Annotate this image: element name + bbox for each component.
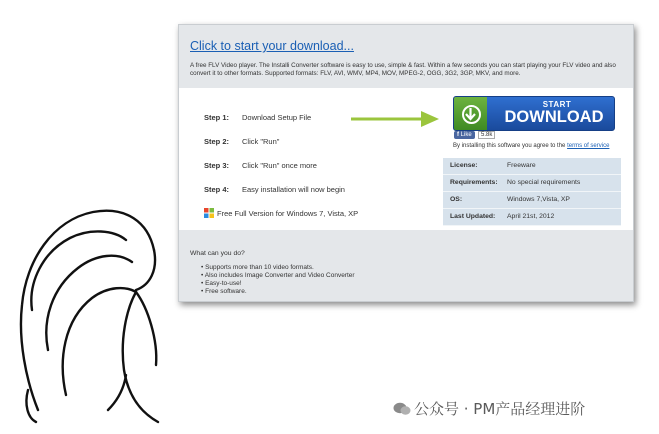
info-key: License:: [450, 162, 478, 169]
software-description: A free FLV Video player. The Installi Converter software is easy to use, simple & fast. Within a few seconds you can start playing your FLV video and also convert it to other formats. Supported formats: FLV, AVI, WMV, MP4, MOV, MPEG-2, OGG, 3G2, 3GP, MKV, and more.: [190, 62, 616, 77]
arrow-right-icon: [349, 109, 441, 129]
step-number: Step 3:: [204, 161, 230, 170]
info-value: No special requirements: [507, 179, 581, 186]
step-number: Step 1:: [204, 113, 230, 122]
feature-text: Supports more than 10 video formats.: [205, 264, 314, 271]
step-3: [204, 161, 317, 170]
like-count: 5.8k: [478, 131, 495, 139]
step-number: Step 4:: [204, 185, 230, 194]
list-item: • Also includes Image Converter and Video Converter: [201, 272, 355, 279]
info-key: Last Updated:: [450, 213, 496, 220]
step-2: [204, 137, 279, 146]
features-heading: What can you do?: [190, 250, 245, 257]
free-version-text: Free Full Version for Windows 7, Vista, XP: [217, 209, 359, 218]
start-download-link[interactable]: Click to start your download...: [190, 39, 354, 53]
wechat-watermark: [393, 398, 585, 419]
windows-logo-icon: [204, 208, 214, 218]
download-button-label: DOWNLOAD: [504, 108, 604, 126]
step-1: [204, 113, 311, 122]
watermark-text: 公众号 · PM产品经理进阶: [414, 400, 586, 418]
download-page: [178, 24, 634, 302]
info-value: Freeware: [507, 162, 536, 169]
list-item: • Easy-to-use!: [201, 280, 242, 287]
step-text: Click "Run" once more: [242, 161, 317, 170]
list-item: • Free software.: [201, 288, 247, 295]
info-table: [443, 158, 621, 226]
free-version-note: [204, 208, 358, 218]
feature-text: Free software.: [205, 288, 247, 295]
download-button[interactable]: [453, 96, 615, 131]
info-key: OS:: [450, 196, 463, 203]
like-label: Like: [460, 132, 472, 138]
step-4: [204, 185, 345, 194]
terms-of-service-link[interactable]: terms of service: [567, 143, 610, 149]
agree-text: By installing this software you agree to the: [453, 143, 566, 149]
feature-text: Also includes Image Converter and Video Converter: [204, 272, 355, 279]
step-number: Step 2:: [204, 137, 230, 146]
info-value: Windows 7,Vista, XP: [507, 196, 570, 203]
list-item: • Supports more than 10 video formats.: [201, 264, 314, 271]
download-button-start-label: START: [542, 100, 572, 109]
step-text: Click "Run": [242, 137, 280, 146]
step-text: Easy installation will now begin: [242, 185, 345, 194]
feature-text: Easy-to-use!: [205, 280, 242, 287]
person-sketch-illustration: [8, 190, 168, 425]
info-value: April 21st, 2012: [507, 213, 555, 220]
info-row-os: [443, 192, 621, 209]
info-row-last-updated: [443, 209, 621, 226]
features-list: [201, 264, 355, 296]
facebook-like-button[interactable]: f Like: [454, 131, 475, 139]
download-arrow-icon: [454, 97, 487, 130]
terms-agreement: [453, 143, 609, 149]
info-row-requirements: [443, 175, 621, 192]
step-text: Download Setup File: [242, 113, 312, 122]
info-row-license: [443, 158, 621, 175]
info-key: Requirements:: [450, 179, 498, 186]
wechat-icon: [393, 402, 411, 416]
